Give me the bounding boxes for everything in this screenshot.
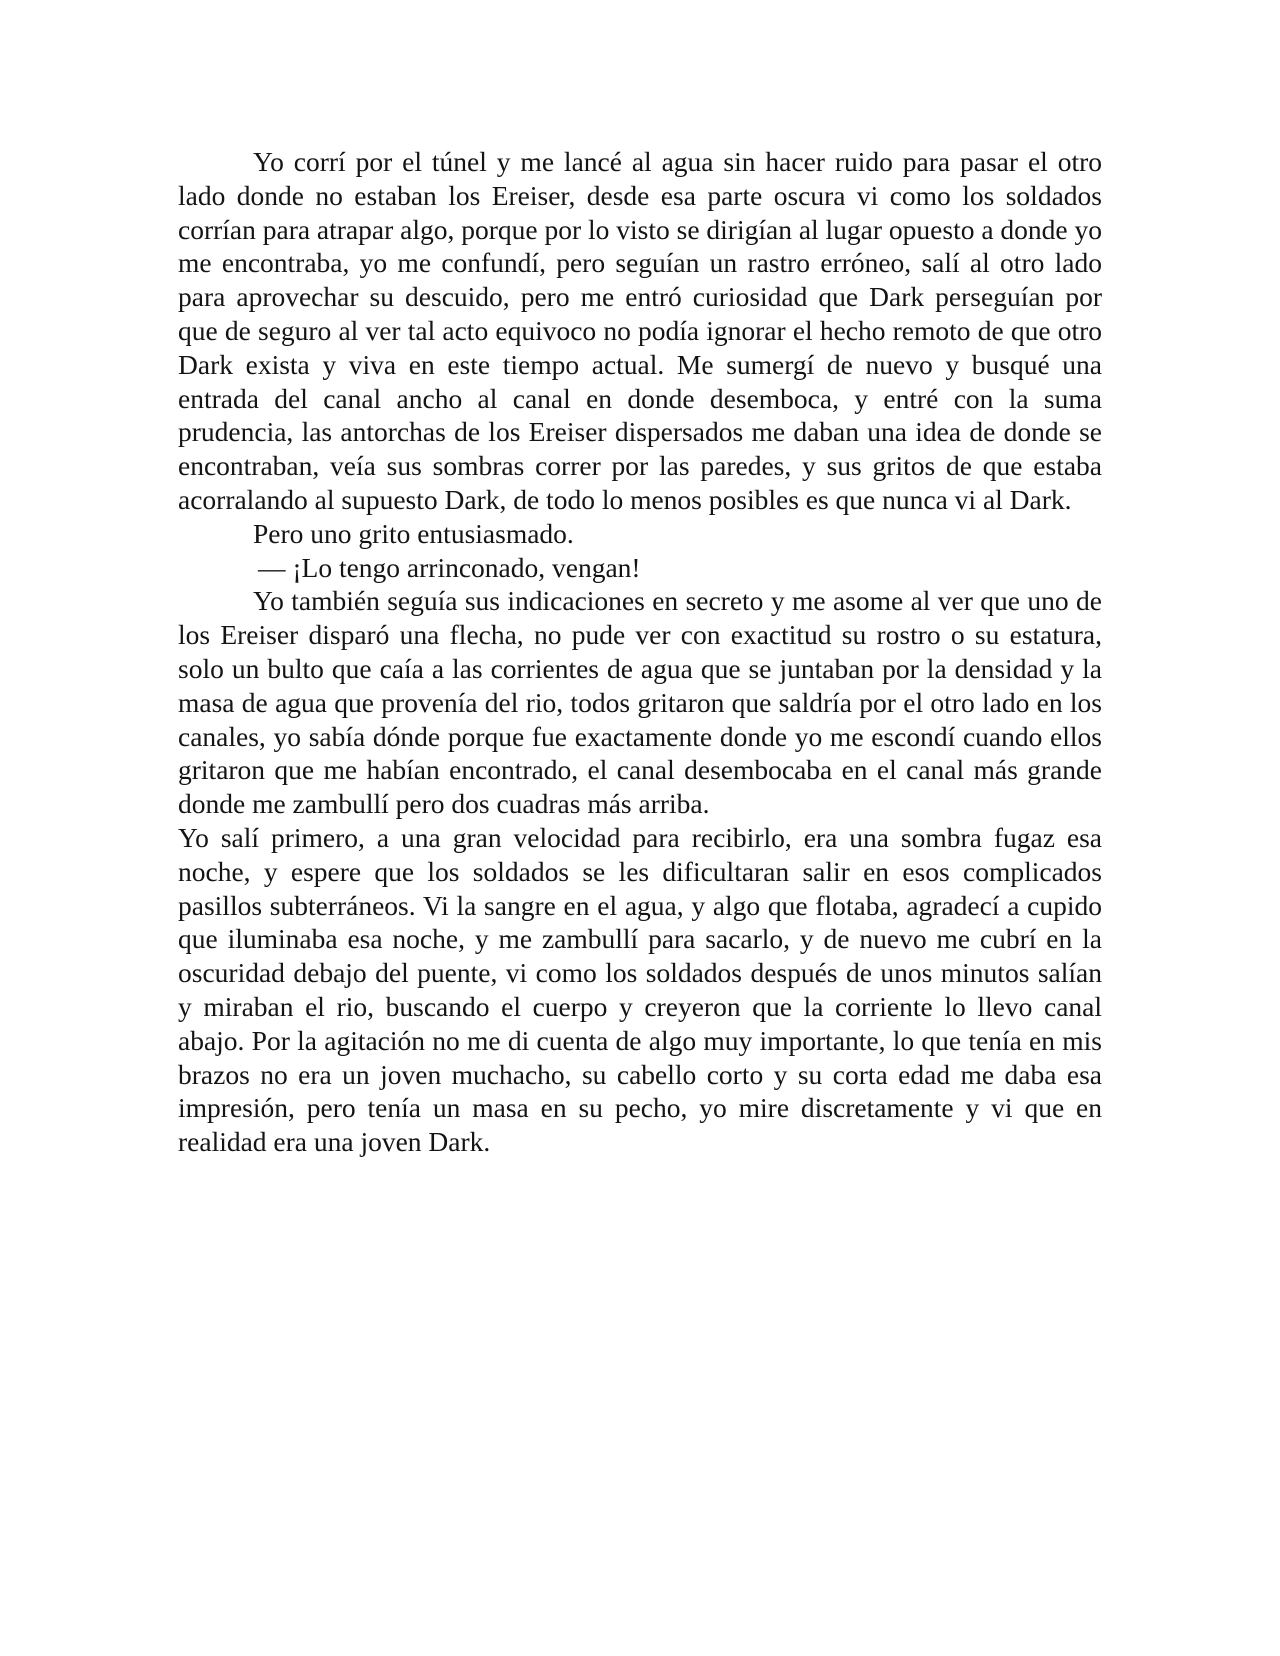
paragraph-1: Yo corrí por el túnel y me lancé al agua sin hacer ruido para pasar el otro lado donde no estaban los Ereiser, desde esa parte oscura vi como los soldados corrían para atrapar algo, porque por lo visto se dirigían al lugar opuesto a donde yo me encontraba, yo me confundí, pero seguían un rastro erróneo, salí al otro lado para aprovechar su descuido, pero me entró curiosidad que Dark perseguían por que de seguro al ver tal acto equivoco no podía ignorar el hecho remoto de que otro Dark exista y viva en este tiempo actual. Me sumergí de nuevo y busqué una entrada del canal ancho al canal en donde desemboca, y entré con la suma prudencia, las antorchas de los Ereiser dispersados me daban una idea de donde se encontraban, veía sus sombras correr por las paredes, y sus gritos de que estaba acorralando al supuesto Dark, de todo lo menos posibles es que nunca vi al Dark. bbox=[178, 146, 1103, 515]
paragraph-2: Pero uno grito entusiasmado. bbox=[253, 517, 574, 549]
paragraph-3: Yo también seguía sus indicaciones en secreto y me asome al ver que uno de los Ereiser disparó una flecha, no pude ver con exactitud su rostro o su estatura, solo un bulto que caía a las corrientes de agua que se juntaban por la densidad y la masa de agua que provenía del rio, todos gritaron que saldría por el otro lado en los canales, yo sabía dónde porque fue exactamente donde yo me escondí cuando ellos gritaron que me habían encontrado, el canal desembocaba en el canal más grande donde me zambullí pero dos cuadras más arriba. bbox=[178, 585, 1102, 820]
body-text bbox=[178, 145, 1102, 1159]
paragraph-4: Yo salí primero, a una gran velocidad para recibirlo, era una sombra fugaz esa noche, y espere que los soldados se les dificultaran salir en esos complicados pasillos subterráneos. Vi la sangre en el agua, y algo que flotaba, agradecí a cupido que iluminaba esa noche, y me zambullí para sacarlo, y de nuevo me cubrí en la oscuridad debajo del puente, vi como los soldados después de unos minutos salían y miraban el rio, buscando el cuerpo y creyeron que la corriente lo llevo canal abajo. Por la agitación no me di cuenta de algo muy importante, lo que tenía en mis brazos no era un joven muchacho, su cabello corto y su corta edad me daba esa impresión, pero tenía un masa en su pecho, yo mire discretamente y vi que en realidad era una joven Dark. bbox=[178, 821, 1102, 1158]
dialogue-line: — ¡Lo tengo arrinconado, vengan! bbox=[258, 551, 641, 583]
